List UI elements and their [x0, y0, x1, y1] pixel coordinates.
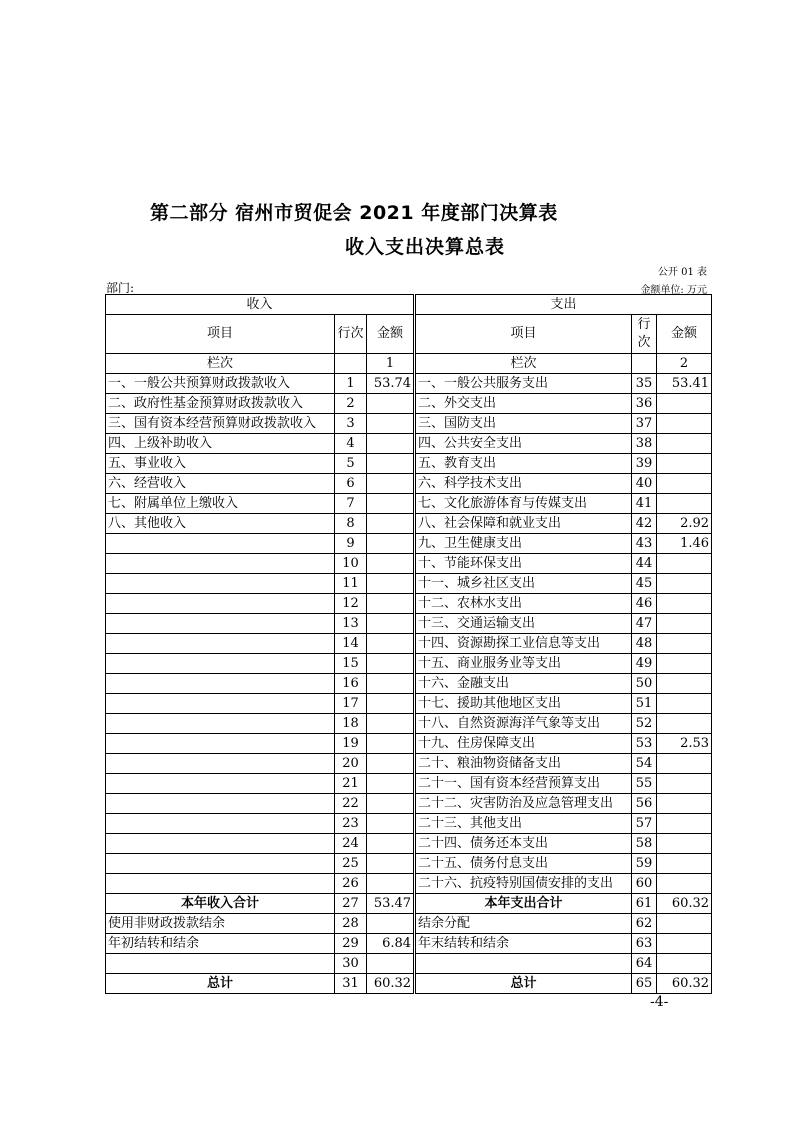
income-amount [367, 954, 414, 974]
income-row-number: 3 [335, 414, 367, 434]
income-amount [367, 714, 414, 734]
unit-label: 金额单位: 万元 [640, 285, 707, 296]
expense-item: 十、节能环保支出 [416, 554, 632, 574]
expense-item-header: 项目 [416, 315, 632, 354]
expense-row-number: 59 [632, 854, 657, 874]
table-row [106, 934, 712, 954]
table-row [106, 654, 712, 674]
table-row [106, 514, 712, 534]
income-amount [367, 394, 414, 414]
expense-row-number: 37 [632, 414, 657, 434]
form-number: 公开 01 表 [657, 267, 707, 278]
expense-item: 年末结转和结余 [416, 934, 632, 954]
expense-item: 十三、交通运输支出 [416, 614, 632, 634]
income-item [106, 814, 335, 834]
expense-row-number: 55 [632, 774, 657, 794]
income-row-number: 27 [335, 894, 367, 914]
income-row-number: 16 [335, 674, 367, 694]
expense-row-number: 35 [632, 374, 657, 394]
table-row [106, 474, 712, 494]
expense-amount [657, 574, 712, 594]
expense-item: 结余分配 [416, 914, 632, 934]
table-row [106, 594, 712, 614]
income-row-number: 28 [335, 914, 367, 934]
expense-amount [657, 714, 712, 734]
table-title: 收入支出决算总表 [345, 236, 506, 258]
income-amount [367, 794, 414, 814]
expense-amount [657, 874, 712, 894]
income-row-number: 7 [335, 494, 367, 514]
expense-item: 二十四、债务还本支出 [416, 834, 632, 854]
income-item [106, 654, 335, 674]
income-row-number: 19 [335, 734, 367, 754]
income-amount: 60.32 [367, 974, 414, 994]
expense-row-number: 45 [632, 574, 657, 594]
income-row-number: 12 [335, 594, 367, 614]
income-row-number: 18 [335, 714, 367, 734]
section-header-row [106, 295, 712, 315]
income-amount: 53.74 [367, 374, 414, 394]
expense-item: 二十、粮油物资储备支出 [416, 754, 632, 774]
expense-amount [657, 414, 712, 434]
expense-amount: 53.41 [657, 374, 712, 394]
table-row [106, 694, 712, 714]
table-row [106, 874, 712, 894]
expense-rowno-header: 行次 [632, 315, 657, 354]
expense-row-number: 39 [632, 454, 657, 474]
income-item [106, 594, 335, 614]
table-row [106, 374, 712, 394]
expense-item: 三、国防支出 [416, 414, 632, 434]
expense-item: 总计 [416, 974, 632, 994]
table-row [106, 754, 712, 774]
expense-row-number: 41 [632, 494, 657, 514]
expense-item: 十八、自然资源海洋气象等支出 [416, 714, 632, 734]
income-amount [367, 774, 414, 794]
table-row [106, 954, 712, 974]
table-row [106, 454, 712, 474]
income-item: 七、附属单位上缴收入 [106, 494, 335, 514]
expense-row-number: 48 [632, 634, 657, 654]
expense-item: 十二、农林水支出 [416, 594, 632, 614]
income-item [106, 554, 335, 574]
income-rowno-header: 行次 [335, 315, 367, 354]
document-title: 第二部分 宿州市贸促会 2021 年度部门决算表 [150, 202, 558, 224]
income-item [106, 674, 335, 694]
income-row-number: 13 [335, 614, 367, 634]
expense-row-number: 54 [632, 754, 657, 774]
expense-header: 支出 [416, 295, 712, 315]
income-item [106, 954, 335, 974]
income-item: 八、其他收入 [106, 514, 335, 534]
expense-row-number: 43 [632, 534, 657, 554]
expense-row-number: 64 [632, 954, 657, 974]
expense-item: 四、公共安全支出 [416, 434, 632, 454]
expense-item: 二十一、国有资本经营预算支出 [416, 774, 632, 794]
income-amount [367, 814, 414, 834]
income-amount [367, 514, 414, 534]
income-row-number: 20 [335, 754, 367, 774]
income-row-number: 25 [335, 854, 367, 874]
income-row-number: 10 [335, 554, 367, 574]
income-item: 四、上级补助收入 [106, 434, 335, 454]
income-expense-table [105, 294, 712, 994]
table-row [106, 674, 712, 694]
expense-amount [657, 814, 712, 834]
income-item: 二、政府性基金预算财政拨款收入 [106, 394, 335, 414]
table-row [106, 734, 712, 754]
income-amount [367, 874, 414, 894]
expense-item: 本年支出合计 [416, 894, 632, 914]
income-row-number: 29 [335, 934, 367, 954]
income-row-number: 23 [335, 814, 367, 834]
column-header-row [106, 315, 712, 354]
expense-row-number: 38 [632, 434, 657, 454]
expense-item: 十九、住房保障支出 [416, 734, 632, 754]
expense-row-number: 53 [632, 734, 657, 754]
income-amount [367, 854, 414, 874]
income-amount [367, 594, 414, 614]
table-row [106, 534, 712, 554]
expense-row-number: 36 [632, 394, 657, 414]
expense-amount [657, 554, 712, 574]
expense-col-index: 2 [657, 354, 712, 374]
expense-item: 七、文化旅游体育与传媒支出 [416, 494, 632, 514]
expense-item: 二十六、抗疫特别国债安排的支出 [416, 874, 632, 894]
expense-amount [657, 694, 712, 714]
expense-amount [657, 794, 712, 814]
table-row [106, 554, 712, 574]
income-amount [367, 834, 414, 854]
income-row-number: 2 [335, 394, 367, 414]
income-row-number: 30 [335, 954, 367, 974]
table-row [106, 394, 712, 414]
expense-amount: 60.32 [657, 974, 712, 994]
income-item [106, 534, 335, 554]
expense-item: 九、卫生健康支出 [416, 534, 632, 554]
expense-row-number: 65 [632, 974, 657, 994]
expense-amount: 60.32 [657, 894, 712, 914]
expense-amount: 1.46 [657, 534, 712, 554]
expense-item: 十一、城乡社区支出 [416, 574, 632, 594]
income-item [106, 754, 335, 774]
income-amount [367, 574, 414, 594]
table-row [106, 614, 712, 634]
income-row-number: 8 [335, 514, 367, 534]
income-row-number: 5 [335, 454, 367, 474]
expense-amount [657, 754, 712, 774]
expense-row-number: 62 [632, 914, 657, 934]
income-amount [367, 494, 414, 514]
income-amount [367, 474, 414, 494]
income-item: 总计 [106, 974, 335, 994]
income-item [106, 874, 335, 894]
income-amount [367, 694, 414, 714]
income-item: 五、事业收入 [106, 454, 335, 474]
expense-row-number: 50 [632, 674, 657, 694]
income-row-number: 17 [335, 694, 367, 714]
table-row [106, 814, 712, 834]
income-row-number: 6 [335, 474, 367, 494]
table-row [106, 974, 712, 994]
income-amount [367, 634, 414, 654]
page-number: -4- [650, 994, 669, 1010]
table-row [106, 894, 712, 914]
income-col-label: 栏次 [106, 354, 335, 374]
income-amount [367, 614, 414, 634]
column-index-row [106, 354, 712, 374]
income-amount [367, 754, 414, 774]
expense-row-number: 47 [632, 614, 657, 634]
expense-row-number: 46 [632, 594, 657, 614]
expense-amount-header: 金额 [657, 315, 712, 354]
expense-amount [657, 474, 712, 494]
expense-amount [657, 954, 712, 974]
expense-row-number: 40 [632, 474, 657, 494]
expense-item: 二十五、债务付息支出 [416, 854, 632, 874]
income-item [106, 794, 335, 814]
expense-item: 十六、金融支出 [416, 674, 632, 694]
expense-item: 十五、商业服务业等支出 [416, 654, 632, 674]
income-row-number: 11 [335, 574, 367, 594]
income-amount [367, 414, 414, 434]
expense-amount: 2.92 [657, 514, 712, 534]
income-amount [367, 554, 414, 574]
income-row-number: 31 [335, 974, 367, 994]
table-row [106, 794, 712, 814]
expense-amount [657, 914, 712, 934]
income-row-number: 4 [335, 434, 367, 454]
income-item [106, 854, 335, 874]
income-amount: 53.47 [367, 894, 414, 914]
expense-amount [657, 774, 712, 794]
expense-amount [657, 394, 712, 414]
income-amount-header: 金额 [367, 315, 414, 354]
expense-item: 六、科学技术支出 [416, 474, 632, 494]
income-item [106, 834, 335, 854]
income-row-number: 24 [335, 834, 367, 854]
income-row-number: 9 [335, 534, 367, 554]
income-amount [367, 734, 414, 754]
income-item: 三、国有资本经营预算财政拨款收入 [106, 414, 335, 434]
expense-item: 十七、援助其他地区支出 [416, 694, 632, 714]
expense-item: 十四、资源勘探工业信息等支出 [416, 634, 632, 654]
table-row [106, 914, 712, 934]
income-item [106, 614, 335, 634]
table-row [106, 494, 712, 514]
income-amount [367, 674, 414, 694]
expense-col-label: 栏次 [416, 354, 632, 374]
expense-row-number: 49 [632, 654, 657, 674]
income-amount [367, 914, 414, 934]
expense-item: 五、教育支出 [416, 454, 632, 474]
expense-item: 一、一般公共服务支出 [416, 374, 632, 394]
income-item [106, 714, 335, 734]
expense-row-number: 61 [632, 894, 657, 914]
expense-amount [657, 674, 712, 694]
income-amount: 6.84 [367, 934, 414, 954]
income-item: 使用非财政拨款结余 [106, 914, 335, 934]
income-row-number: 22 [335, 794, 367, 814]
table-row [106, 434, 712, 454]
income-row-number: 15 [335, 654, 367, 674]
expense-item [416, 954, 632, 974]
expense-amount [657, 434, 712, 454]
income-row-number: 21 [335, 774, 367, 794]
expense-amount: 2.53 [657, 734, 712, 754]
expense-item: 二十三、其他支出 [416, 814, 632, 834]
income-item-header: 项目 [106, 315, 335, 354]
expense-row-number: 44 [632, 554, 657, 574]
income-item [106, 694, 335, 714]
income-row-number: 1 [335, 374, 367, 394]
income-row-number: 14 [335, 634, 367, 654]
expense-row-number: 63 [632, 934, 657, 954]
expense-row-number: 52 [632, 714, 657, 734]
expense-amount [657, 454, 712, 474]
table-row [106, 834, 712, 854]
income-row-number: 26 [335, 874, 367, 894]
income-item [106, 574, 335, 594]
income-amount [367, 534, 414, 554]
income-item: 本年收入合计 [106, 894, 335, 914]
expense-row-number: 58 [632, 834, 657, 854]
income-item [106, 734, 335, 754]
expense-item: 八、社会保障和就业支出 [416, 514, 632, 534]
expense-amount [657, 654, 712, 674]
income-amount [367, 654, 414, 674]
expense-amount [657, 634, 712, 654]
table-row [106, 414, 712, 434]
expense-amount [657, 934, 712, 954]
income-amount [367, 434, 414, 454]
income-col-index: 1 [367, 354, 414, 374]
table-row [106, 774, 712, 794]
table-row [106, 714, 712, 734]
income-item: 年初结转和结余 [106, 934, 335, 954]
expense-row-number: 57 [632, 814, 657, 834]
income-item: 六、经营收入 [106, 474, 335, 494]
table-row [106, 634, 712, 654]
income-item [106, 774, 335, 794]
expense-row-number: 42 [632, 514, 657, 534]
table-row [106, 854, 712, 874]
expense-amount [657, 594, 712, 614]
income-item [106, 634, 335, 654]
expense-amount [657, 614, 712, 634]
income-header: 收入 [106, 295, 414, 315]
expense-row-number: 51 [632, 694, 657, 714]
expense-amount [657, 854, 712, 874]
expense-row-number: 60 [632, 874, 657, 894]
department-label: 部门: [106, 281, 135, 295]
expense-item: 二、外交支出 [416, 394, 632, 414]
table-row [106, 574, 712, 594]
expense-amount [657, 494, 712, 514]
expense-item: 二十二、灾害防治及应急管理支出 [416, 794, 632, 814]
income-amount [367, 454, 414, 474]
expense-amount [657, 834, 712, 854]
income-item: 一、一般公共预算财政拨款收入 [106, 374, 335, 394]
expense-row-number: 56 [632, 794, 657, 814]
